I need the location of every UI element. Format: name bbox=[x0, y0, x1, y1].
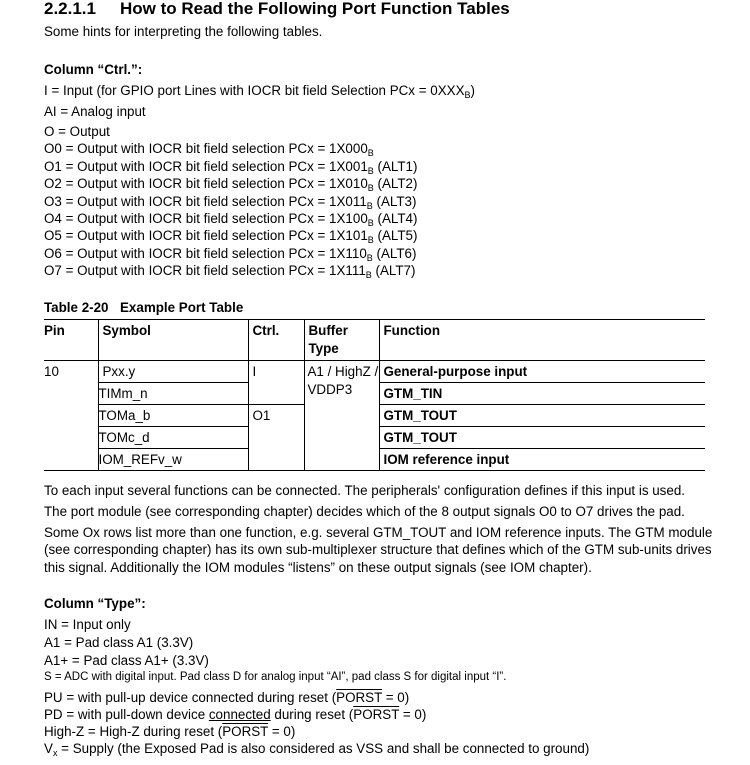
table-header-row bbox=[44, 320, 705, 361]
ctrl-item: O4 = Output with IOCR bit field selection PCx = $1X100_B$ (ALT4) bbox=[44, 211, 418, 228]
ctrl-item: O7 = Output with IOCR bit field selection PCx = $1X111_B$ (ALT7) bbox=[44, 263, 416, 280]
paragraph-line: Some Ox rows list more than one function, e.g. several GTM_TOUT and IOM reference inputs. The GTM module bbox=[44, 525, 713, 540]
paragraph-line: To each input several functions can be connected. The peripherals' configuration defines if this input is used. bbox=[44, 483, 685, 498]
ctrl-item: O1 = Output with IOCR bit field selection PCx = $1X001_B$ (ALT1) bbox=[44, 159, 418, 176]
type-item: IN = Input only bbox=[44, 617, 131, 632]
section-number: 2.2.1.1 bbox=[44, 0, 96, 18]
ctrl-item: O3 = Output with IOCR bit field selection PCx = $1X011_B$ (ALT3) bbox=[44, 194, 417, 211]
header-ctrl: Ctrl. bbox=[248, 320, 304, 361]
paragraph-line: this signal. Additionally the IOM modules “listens” on these output signals (see IOM chapter). bbox=[44, 560, 592, 575]
section-heading bbox=[44, 0, 510, 19]
ctrl-item: I = Input (for GPIO port Lines with IOCR bit field Selection PCx = $0XXX_B$) bbox=[44, 83, 475, 100]
ctrl-item: O0 = Output with IOCR bit field selection PCx = $1X000_B$ bbox=[44, 141, 374, 158]
type-column-heading: Column “Type”: bbox=[44, 596, 146, 611]
type-item: A1+ = Pad class A1+ (3.3V) bbox=[44, 653, 209, 668]
header-function: Function bbox=[379, 320, 705, 361]
ctrl-item: AI = Analog input bbox=[44, 104, 146, 119]
ctrl-item: O2 = Output with IOCR bit field selection PCx = $1X010_B$ (ALT2) bbox=[44, 176, 418, 193]
ctrl-item: O = Output bbox=[44, 124, 110, 139]
cell-ctrl: I bbox=[248, 361, 304, 405]
ctrl-item: O6 = Output with IOCR bit field selection PCx = $1X110_B$ (ALT6) bbox=[44, 246, 417, 263]
type-item: A1 = Pad class A1 (3.3V) bbox=[44, 635, 194, 650]
cell-function: IOM reference input bbox=[379, 449, 705, 471]
table-caption-title: Example Port Table bbox=[120, 300, 244, 315]
header-pin: Pin bbox=[44, 320, 98, 361]
table-caption-label: Table 2-20 bbox=[44, 300, 109, 315]
cell-symbol: Pxx.y bbox=[98, 361, 248, 383]
table-row bbox=[44, 361, 705, 383]
ctrl-column-heading: Column “Ctrl.”: bbox=[44, 62, 143, 77]
cell-symbol: TIMm_n bbox=[98, 383, 248, 405]
type-item-pu: PU = with pull-up device connected during reset (PORST = 0) bbox=[44, 690, 410, 705]
header-symbol: Symbol bbox=[98, 320, 248, 361]
cell-symbol: IOM_REFv_w bbox=[98, 449, 248, 471]
cell-symbol: TOMc_d bbox=[98, 427, 248, 449]
ctrl-item: O5 = Output with IOCR bit field selection PCx = $1X101_B$ (ALT5) bbox=[44, 228, 418, 245]
section-title: How to Read the Following Port Function Tables bbox=[120, 0, 510, 18]
cell-ctrl: O1 bbox=[248, 405, 304, 471]
table-caption bbox=[44, 300, 243, 315]
cell-function: GTM_TOUT bbox=[379, 405, 705, 427]
type-item-pd: PD = with pull-down device connected during reset (PORST = 0) bbox=[44, 707, 427, 722]
type-item-highz: High-Z = High-Z during reset (PORST = 0) bbox=[44, 724, 296, 739]
cell-function: GTM_TIN bbox=[379, 383, 705, 405]
cell-function: GTM_TOUT bbox=[379, 427, 705, 449]
cell-function: General-purpose input bbox=[379, 361, 705, 383]
type-item: S = ADC with digital input. Pad class D for analog input “AI”, pad class S for digital input “I”. bbox=[44, 671, 507, 683]
cell-buffer-type: A1 / HighZ / VDDP3 bbox=[304, 361, 379, 471]
header-buffer-type: Buffer Type bbox=[304, 320, 379, 361]
cell-pin: 10 bbox=[44, 361, 98, 471]
example-port-table bbox=[44, 319, 705, 471]
paragraph-line: The port module (see corresponding chapter) decides which of the 8 output signals O0 to O7 drives the pad. bbox=[44, 504, 685, 519]
paragraph-line: (see corresponding chapter) has its own sub-multiplexer structure that defines which of the GTM sub-units drives bbox=[44, 542, 712, 557]
type-item-vx: $V_x$ = Supply (the Exposed Pad is also considered as VSS and shall be connected to ground) bbox=[44, 741, 590, 758]
section-intro: Some hints for interpreting the following tables. bbox=[44, 24, 323, 39]
cell-symbol: TOMa_b bbox=[98, 405, 248, 427]
